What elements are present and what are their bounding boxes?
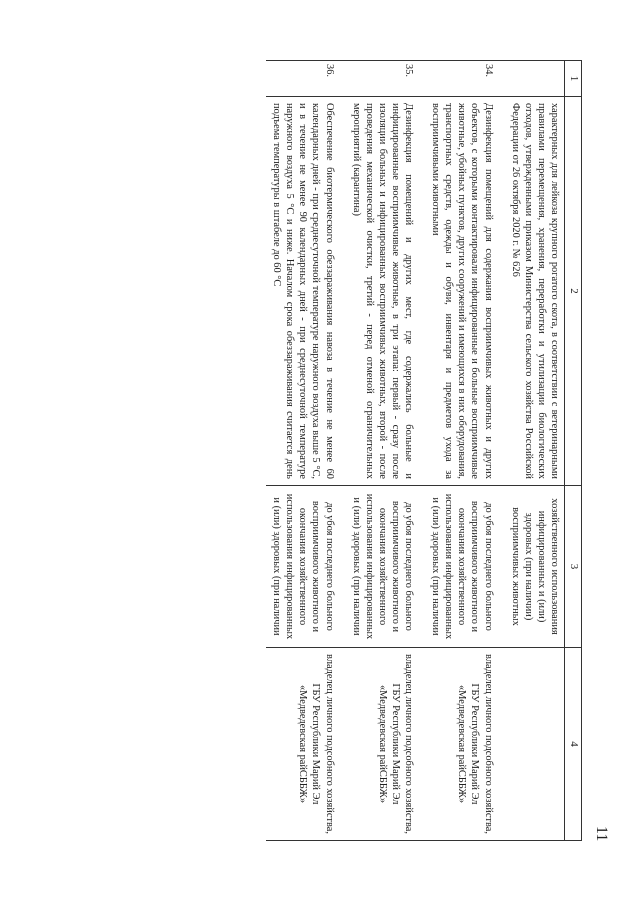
row-responsible: владелец личного подсобного хозяйства, ГБУ Республики Марий Эл «Медведевская райСББЖ» [340, 648, 419, 841]
row-number [499, 61, 565, 97]
row-number: 34. [419, 61, 498, 97]
row-responsible [499, 648, 565, 841]
row-description: Дезинфекция помещений для содержания восприимчивых животных и других объектов, с которыми контактировали инфицированные и больные восприимчивые животные, убойных пунктов, других сооружений и имеющихся в них оборудования, транспортных средств, одежды и обуви, инвентаря и предметов ухода за восприимчивыми животными [419, 97, 498, 486]
table-row [266, 61, 339, 841]
header-row [564, 61, 581, 841]
row-responsible: владелец личного подсобного хозяйства, ГБУ Республики Марий Эл «Медведевская райСББЖ» [419, 648, 498, 841]
header-col-3: 3 [564, 486, 581, 648]
row-condition: хозяйственного использования инфицированных и (или) здоровых (при наличии) восприимчивых животных [499, 486, 565, 648]
row-responsible: владелец личного подсобного хозяйства, ГБУ Республики Марий Эл «Медведевская райСББЖ» [266, 648, 339, 841]
row-condition: до убоя последнего больного восприимчивого животного и окончания хозяйственного использования инфицированных и (или) здоровых (при наличии [340, 486, 419, 648]
row-number: 36. [266, 61, 339, 97]
table-row [499, 61, 565, 841]
row-condition: до убоя последнего больного восприимчивого животного и окончания хозяйственного использования инфицированных и (или) здоровых (при наличии [419, 486, 498, 648]
page-number: 11 [593, 826, 610, 842]
table-row [419, 61, 498, 841]
row-description: Обеспечение биотермического обеззараживания навоза в течение не менее 60 календарных дней - при среднесуточной температуре наружного воздуха выше 5 °С, и в течение не менее 90 календарных дней - при среднесуточной температуре наружного воздуха 5 °С и ниже. Началом срока обеззараживания считается день подъема температуры в штабеле до 60 °С [266, 97, 339, 486]
header-col-2: 2 [564, 97, 581, 486]
row-condition: до убоя последнего больного восприимчивого животного и окончания хозяйственного использования инфицированных и (или) здоровых (при наличии [266, 486, 339, 648]
measures-table [266, 60, 582, 841]
header-col-1: 1 [564, 61, 581, 97]
table-row [340, 61, 419, 841]
row-description: Дезинфекция помещений и других мест, где содержались больные и инфицированные восприимчивые животные, в три этапа: первый - сразу после изоляции больных и инфицированных восприимчивых животных, второй - после проведения механической очистки, третий - перед отменой ограничительных мероприятий (карантина) [340, 97, 419, 486]
row-number: 35. [340, 61, 419, 97]
header-col-4: 4 [564, 648, 581, 841]
row-description: характерных для лейкоза крупного рогатого скота, в соответствии с ветеринарными правилами перемещения, хранения, переработки и утилизации биологических отходов, утвержденными приказом Министерства сельского хозяйства Российской Федерации от 26 октября 2020 г. № 626 [499, 97, 565, 486]
